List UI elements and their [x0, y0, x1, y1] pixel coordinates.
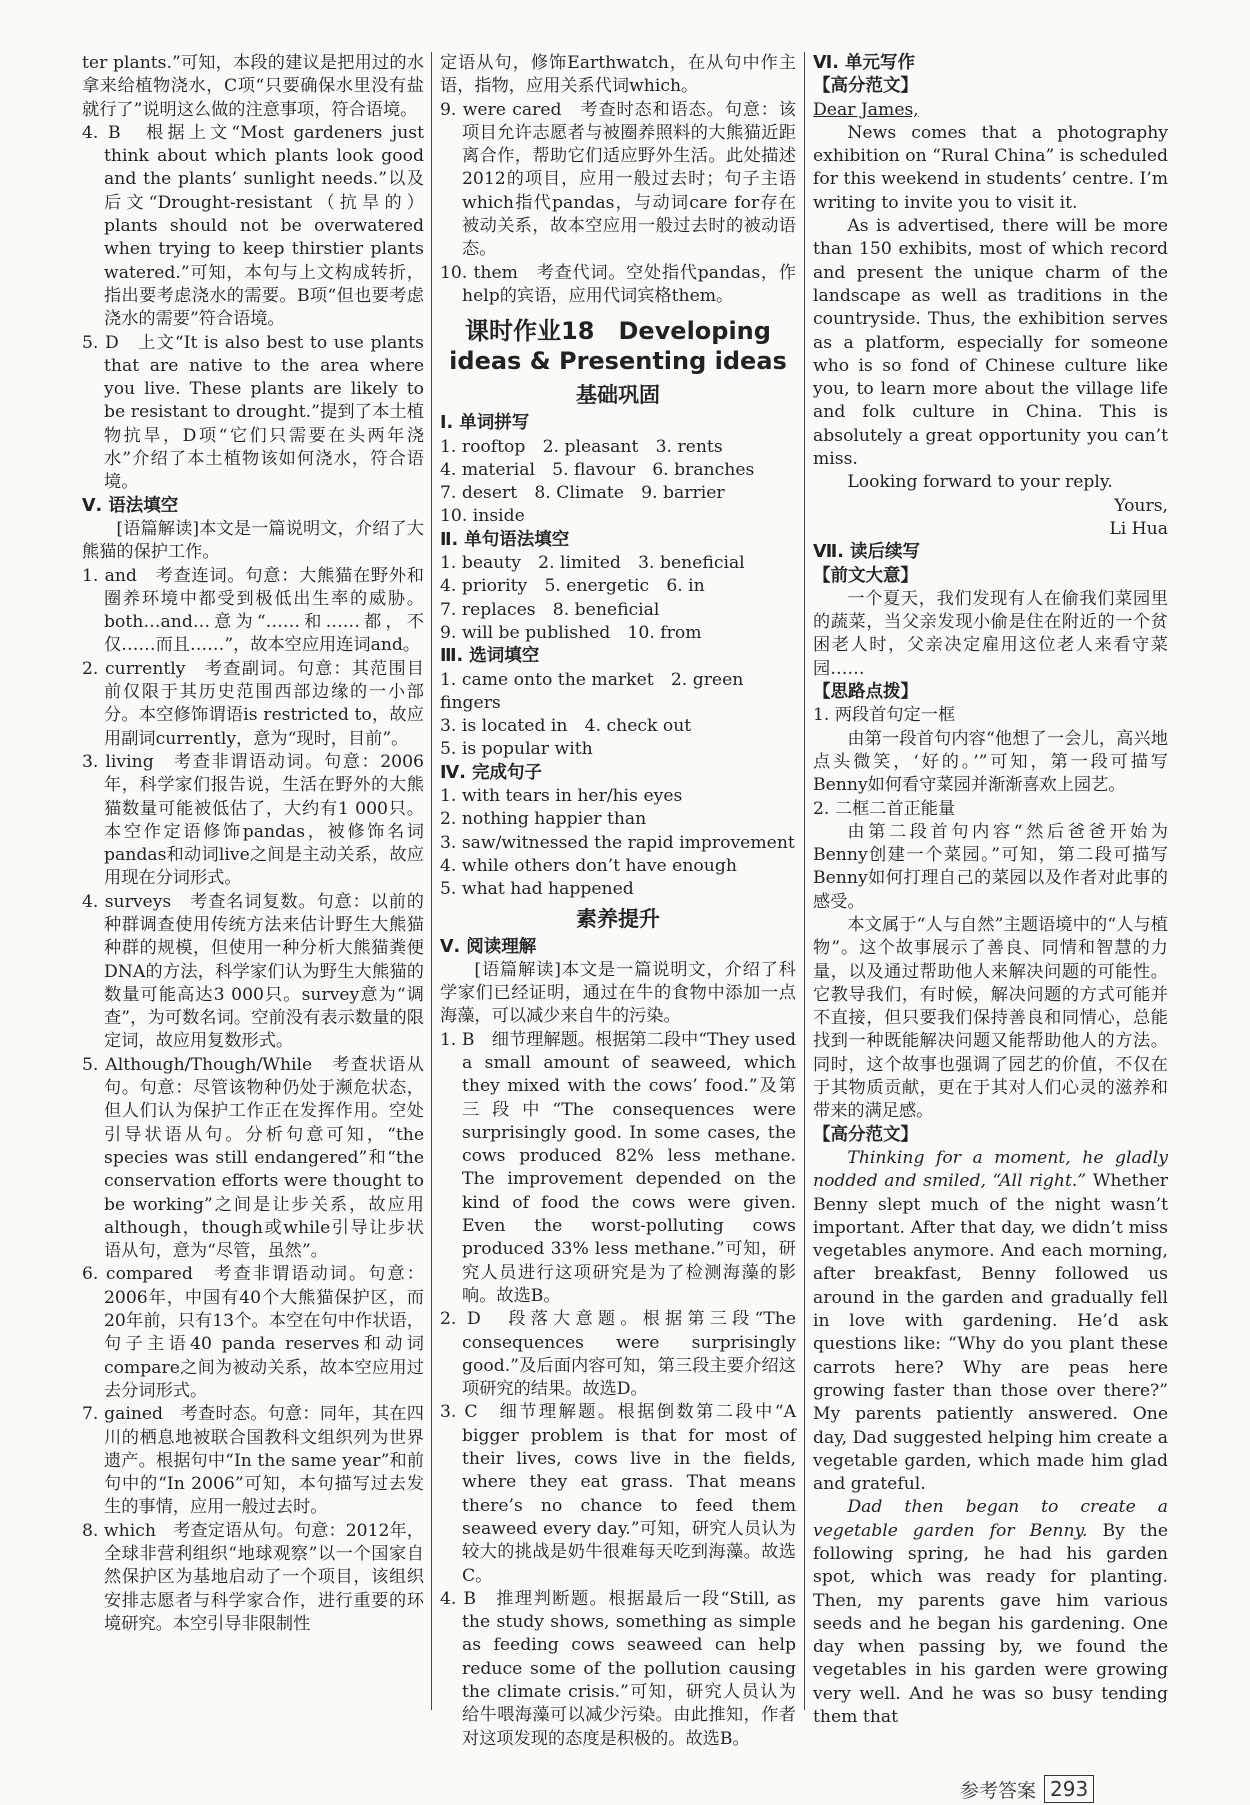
right-column [813, 52, 1168, 1729]
answer-item: 2. 二框二首正能量 [813, 798, 956, 819]
answer-item: 5. D 上文“It is also best to use plants that are native to the area where you live. These plants are likely to be resistant to drought.”提到了本土植物抗旱，D项“它们只需要在头两年浇水”介绍了本土植物该如何浇水，符合语境。 [82, 332, 424, 493]
answer-item: 3. living 考查非谓语动词。句意：2006年，科学家们报告说，生活在野外的大熊猫数量可能被低估了，大约有1 000只。本空作定语修饰pandas，被修饰名词pandas和动词live之间是主动关系，故应用现在分词形式。 [82, 751, 424, 889]
answer-item: 5. Although/Though/While 考查状语从句。句意：尽管该物种仍处于濒危状态，但人们认为保护工作正在发挥作用。空处引导状语从句。分析句意可知，“the species was still endangered”和“the conservation efforts were thought to be working”之间是让步关系，故应用although，though或while引导让步状语从句，意为“尽管，虽然”。 [82, 1054, 424, 1262]
answer-item: 10. them 考查代词。空处指代pandas，作help的宾语，应用代词宾格them。 [440, 262, 796, 306]
answer-line: 1. with tears in her/his eyes [440, 786, 683, 807]
middle-column-answers [440, 52, 796, 308]
answer-line: 9. will be published 10. from [440, 622, 702, 643]
signature-line: Yours, [1114, 495, 1168, 516]
answer-line: 4. priority 5. energetic 6. in [440, 576, 705, 597]
text-paragraph: 定语从句，修饰Earthwatch，在从句中作主语，指物，应用关系代词which。 [440, 53, 796, 97]
answer-item: 8. which 考查定语从句。句意：2012年，全球非营利组织“地球观察”以一个国家自然保护区为基地启动了一个项目，该组织安排志愿者与科学家合作，进行重要的环境研究。本空引导非限制性 [82, 1520, 424, 1634]
text-paragraph: News comes that a photography exhibition on “Rural China” is scheduled for this weekend in students’ centre. I’m writing to invite you to visit it. [813, 122, 1168, 213]
answer-item: 4. B 推理判断题。根据最后一段“Still, as the study shows, something as simple as feeding cows seaweed can help reduce some of the pollution causing the climate crisis.”可知，研究人员认为给牛喂海藻可以减少污染。由此推知，作者对这项发现的态度是积极的。故选B。 [440, 1588, 796, 1749]
section-heading: 【高分范文】 [813, 76, 918, 97]
answer-line: 3. is located in 4. check out [440, 716, 692, 737]
basic-answers [440, 412, 796, 901]
answer-line: 3. saw/witnessed the rapid improvement [440, 832, 795, 853]
section-heading: Ⅴ. 阅读理解 [440, 936, 537, 957]
text-paragraph: 本文属于“人与自然”主题语境中的“人与植物”。这个故事展示了善良、同情和智慧的力量，以及通过帮助他人来解决问题的可能性。它教导我们，有时候，解决问题的方式可能并不直接，但只要我们保持善良和同情心，总能找到一种既能解决问题又能帮助他人的方法。同时，这个故事也强调了园艺的价值，不仅在于其物质贡献，更在于其对人们心灵的滋养和带来的满足感。 [813, 914, 1168, 1122]
text-paragraph: 由第二段首句内容“然后爸爸开始为Benny创建一个菜园。”可知，第二段可描写Benny如何打理自己的菜园以及作者对此事的感受。 [813, 821, 1168, 912]
answer-line: 4. while others don’t have enough [440, 855, 737, 876]
text-paragraph: 由第一段首句内容“他想了一会儿，高兴地点头微笑，‘好的。’”可知，第一段可描写Benny如何看守菜园并渐渐喜欢上园艺。 [813, 728, 1168, 796]
answer-item: 2. currently 考查副词。句意：其范围目前仅限于其历史范围西部边缘的一小部分。本空修饰谓语is restricted to，故应用副词currently，意为“现时，目前”。 [82, 658, 424, 749]
column-divider [431, 52, 432, 1710]
answer-line: 1. beauty 2. limited 3. beneficial [440, 553, 745, 574]
section-heading: 【思路点拨】 [813, 682, 918, 703]
salutation: Dear James, [813, 99, 919, 120]
section-heading: Ⅵ. 单元写作 [813, 53, 915, 73]
text-paragraph: 一个夏天，我们发现有人在偷我们菜园里的蔬菜，当父亲发现小偷是住在附近的一个贫困老人时，父亲决定雇用这位老人来看守菜园…… [813, 588, 1168, 679]
text-paragraph: Looking forward to your reply. [847, 472, 1113, 493]
section-heading: Ⅲ. 选词填空 [440, 646, 540, 667]
answer-line: 7. desert 8. Climate 9. barrier [440, 483, 725, 504]
answer-item: 2. D 段落大意题。根据第三段“The consequences were surprisingly good.”及后面内容可知，第三段主要介绍这项研究的结果。故选D。 [440, 1309, 796, 1400]
answer-line: 1. rooftop 2. pleasant 3. rents [440, 436, 723, 457]
answer-line: 5. what had happened [440, 879, 634, 900]
section-heading: Ⅴ. 语法填空 [82, 495, 179, 516]
page-number: 293 [1044, 1775, 1094, 1803]
page-footer [960, 1775, 1094, 1803]
answer-item: 7. gained 考查时态。句意：同年，其在四川的栖息地被联合国教科文组织列为世界遗产。根据句中“In the same year”和前句中的“In 2006”可知，本句描写过去发生的事情，应用一般过去时。 [82, 1404, 424, 1518]
answer-line: 4. material 5. flavour 6. branches [440, 459, 755, 480]
answer-line: 10. inside [440, 506, 525, 527]
left-column [82, 52, 424, 1636]
lesson-title: 课时作业18 Developing ideas & Presenting ideas [449, 317, 787, 376]
section-heading: 【前文大意】 [813, 565, 918, 586]
model-essay-paragraph: Dad then began to create a vegetable garden for Benny. By the following spring, he had his garden spot, which was ready for planting. Then, my parents gave him various seeds and he began his gardening. One day when passing by, we found the vegetables in his garden were growing very well. And he was so busy tending them that [813, 1497, 1169, 1728]
advance-answers [440, 936, 796, 1751]
passage-note: [语篇解读]本文是一篇说明文，介绍了科学家们已经证明，通过在牛的食物中添加一点海藻，可以减少来自牛的污染。 [440, 959, 796, 1027]
middle-column [440, 52, 796, 1751]
answer-item: 1. and 考查连词。句意：大熊猫在野外和圈养环境中都受到极低出生率的威胁。both…and…意为“……和……都，不仅……而且……”，故本空应用连词and。 [82, 565, 424, 656]
answer-line: 5. is popular with [440, 739, 593, 760]
answer-line: 7. replaces 8. beneficial [440, 599, 660, 620]
section-heading: Ⅱ. 单句语法填空 [440, 529, 570, 550]
model-essay-paragraph: Thinking for a moment, he gladly nodded and smiled, “All right.” Whether Benny slept much of the night wasn’t important. After that day, we didn’t miss vegetables anymore. And each morning, after breakfast, Benny followed us around in the garden and gradually fell in love with gardening. He’d ask questions like: “Why do you plant these carrots here? Why are peas here growing faster than those over there?” My parents patiently answered. One day, Dad suggested helping him create a vegetable garden, which made him glad and grateful. [813, 1147, 1169, 1495]
answer-item: 1. B 细节理解题。根据第二段中“They used a small amount of seaweed, which they mixed with the cows’ food.”及第三段中“The consequences were surprisingly good. In some cases, the cows produced 82% less methane. The improvement depended on the kind of food the cows were given. Even the worst-polluting cows produced 33% less methane.”可知，研究人员进行这项研究是为了检测海藻的影响。故选B。 [440, 1029, 796, 1306]
answer-line: 2. nothing happier than [440, 809, 647, 830]
answer-item: 3. C 细节理解题。根据倒数第二段中“A bigger problem is that for most of their lives, cows live in the fields, where they eat grass. That means there’s no chance to feed them seaweed every day.”可知，研究人员认为较大的挑战是奶牛很难每天吃到海藻。故选C。 [440, 1402, 796, 1586]
section-heading: Ⅳ. 完成句子 [440, 762, 542, 783]
section-heading: 【高分范文】 [813, 1124, 918, 1145]
answer-item: 1. 两段首句定一框 [813, 705, 956, 726]
answer-line: 1. came onto the market 2. green fingers [440, 669, 744, 713]
text-paragraph: As is advertised, there will be more than 150 exhibits, most of which record and present the unique charm of the landscape as well as traditions in the countryside. Thus, the exhibition serves as a platform, especially for someone who is so fond of Chinese culture like you, to learn more about the village life and folk culture in China. This is absolutely a great opportunity you can’t miss. [813, 216, 1168, 470]
basic-section-title: 基础巩固 [576, 383, 660, 408]
passage-note: [语篇解读]本文是一篇说明文，介绍了大熊猫的保护工作。 [82, 518, 424, 563]
answer-item: 9. were cared 考查时态和语态。句意：该项目允许志愿者与被圈养照料的大熊猫近距离合作，帮助它们适应野外生活。此处描述2012的项目，应用一般过去时；句子主语which指代pandas，与动词care for存在被动关系，故本空应用一般过去时的被动语态。 [440, 99, 796, 260]
answer-item: 4. B 根据上文“Most gardeners just think about which plants look good and the plants’ sunlight needs.”以及后文“Drought-resistant（抗旱的）plants should not be overwatered when trying to keep thirstier plants watered.”可知，本句与上文构成转折，指出要考虑浇水的需要。B项“但也要考虑浇水的需要”符合语境。 [82, 122, 424, 330]
answer-item: 4. surveys 考查名词复数。句意：以前的种群调查使用传统方法来估计野生大熊猫种群的规模，但使用一种分析大熊猫粪便DNA的方法，科学家们认为野生大熊猫的数量可能高达3 000只。survey意为“调查”，为可数名词。空前没有表示数量的限定词，故应用复数形式。 [82, 891, 424, 1052]
signature-line: Li Hua [1109, 518, 1168, 539]
footer-label: 参考答案 [960, 1779, 1037, 1802]
column-divider [804, 52, 805, 1710]
section-heading: Ⅰ. 单词拼写 [440, 413, 530, 434]
section-heading: Ⅶ. 读后续写 [813, 542, 920, 563]
text-paragraph: ter plants.”可知，本段的建议是把用过的水拿来给植物浇水，C项“只要确保水里没有盐就行了”说明这么做的注意事项，符合语境。 [82, 53, 424, 120]
answer-item: 6. compared 考查非谓语动词。句意：2006年，中国有40个大熊猫保护区，而20年前，只有13个。本空在句中作状语，句子主语40 panda reserves和动词compare之间为被动关系，故本空应用过去分词形式。 [82, 1264, 424, 1401]
advance-section-title: 素养提升 [576, 906, 660, 931]
writing-section [813, 52, 1168, 1147]
